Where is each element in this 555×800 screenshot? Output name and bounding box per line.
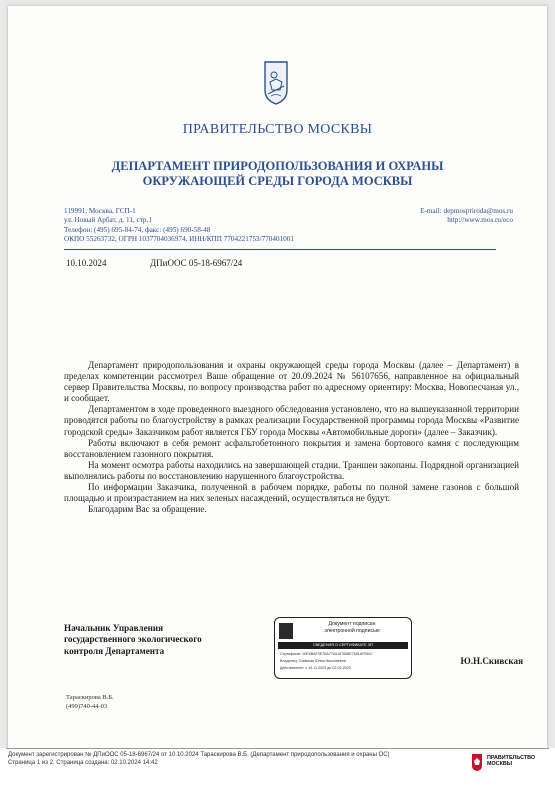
footer-line: Страница 1 из 2. Страница создана: 02.10.2024 14:42: [8, 759, 158, 766]
footer-registration-text: [8, 752, 390, 767]
department-title-line: ОКРУЖАЮЩЕЙ СРЕДЫ ГОРОДА МОСКВЫ: [142, 174, 413, 188]
department-contacts: [420, 207, 513, 226]
body-paragraph: Благодарим Вас за обращение.: [88, 504, 207, 515]
address-line: 119991, Москва, ГСП-1: [64, 207, 136, 215]
signer-title-line: контроля Департамента: [64, 645, 165, 656]
website-text: http://www.mos.ru/eco: [447, 216, 513, 225]
document-date: 10.10.2024: [66, 258, 107, 268]
moscow-coat-of-arms-icon: [279, 623, 293, 639]
body-paragraph: Работы включают в себя ремонт асфальтобетонного покрытия и замена бортового камня с последующим восстановлением газонного покрытия.: [64, 437, 519, 459]
signer-title-line: Начальник Управления: [64, 623, 164, 633]
signer-title-line: государственного экологического: [64, 634, 202, 645]
address-line: ул. Новый Арбат, д. 11, стр.1: [64, 216, 152, 225]
executor-name: Тараскирова В.Б.: [66, 694, 114, 701]
email-text: E-mail: depmospriroda@mos.ru: [420, 207, 513, 215]
body-paragraph: На момент осмотра работы находились на завершающей стадии. Траншеи закопаны. Подрядной организацией выполнялись работы по восстановлению нарушенного благоустройства.: [64, 459, 519, 481]
government-title: ПРАВИТЕЛЬСТВО МОСКВЫ: [182, 122, 373, 137]
footer-line: Документ зарегистрирован № ДПиООС 05-18-6967/24 от 10.10.2024 Тараскирова В.Б. (Департамент природопользования и охраны ОС): [8, 752, 390, 758]
address-line: Телефон: (495) 695-84-74, факс: (495) 690-58-48: [64, 225, 211, 234]
stamp-heading-line: электронной подписью: [324, 627, 380, 634]
signer-title: [64, 623, 202, 657]
letterhead-divider: [64, 249, 496, 250]
address-line: ОКПО 55263732, ОГРН 1037704036974, ИНН/КПП 7704221753/770401001: [64, 234, 294, 243]
document-number: ДПиООС 05-18-6967/24: [150, 258, 243, 268]
footer-brand: [487, 755, 535, 768]
stamp-owner: Владелец: Скивская Юлия Николаевна: [280, 659, 346, 663]
electronic-signature-stamp: [274, 617, 412, 679]
stamp-heading: [297, 621, 407, 634]
department-title: [0, 159, 555, 189]
registration-footer: [0, 748, 555, 800]
stamp-certificate: Сертификат: 00E6BAF0E7BA77A5167658E7681AF050C: [280, 652, 373, 656]
stamp-heading-line: Документ подписан: [328, 621, 376, 627]
stamp-validity: Действителен: с 19-11-2023 до 02-02-2025: [280, 666, 351, 670]
letter-body: [64, 360, 519, 515]
executor-phone: (499)740-44-03: [66, 703, 108, 710]
footer-divider: [6, 748, 549, 749]
signer-name: Ю.Н.Скивская: [460, 656, 523, 666]
moscow-coat-of-arms-icon: [471, 753, 483, 772]
footer-brand-line: МОСКВЫ: [487, 761, 513, 768]
stamp-certificate-bar: СВЕДЕНИЯ О СЕРТИФИКАТЕ ЭП: [278, 642, 408, 649]
department-title-line: ДЕПАРТАМЕНТ ПРИРОДОПОЛЬЗОВАНИЯ И ОХРАНЫ: [111, 159, 444, 173]
footer-brand-line: ПРАВИТЕЛЬСТВО: [487, 755, 536, 761]
body-paragraph: Департамент природопользования и охраны окружающей среды города Москвы (далее – Департамент) в пределах компетенции рассмотрел Ваше обращение от 20.09.2024 № 56107656, направленное на официальный сервер Правительства Москвы, по вопросу производства работ по адресному ориентиру: Москва, Новопесчаная ул., и сообщает.: [64, 360, 519, 404]
moscow-coat-of-arms-icon: [262, 60, 290, 106]
body-paragraph: Департаментом в ходе проведенного выездного обследования установлено, что на вышеуказанной территории проводятся работы по благоустройству в рамках реализации Государственной программы города Москвы «Развитие городской среды» Заказчиком работ является ГБУ города Москвы «Автомобильные дороги» (далее – Заказчик).: [64, 404, 519, 437]
department-address: [64, 207, 294, 244]
body-paragraph: По информации Заказчика, полученной в рабочем порядке, работы по полной замене газонов с большой площадью и произрастанием на них зеленых насаждений, осуществляться не будут.: [64, 482, 519, 504]
executor-info: [66, 693, 114, 711]
